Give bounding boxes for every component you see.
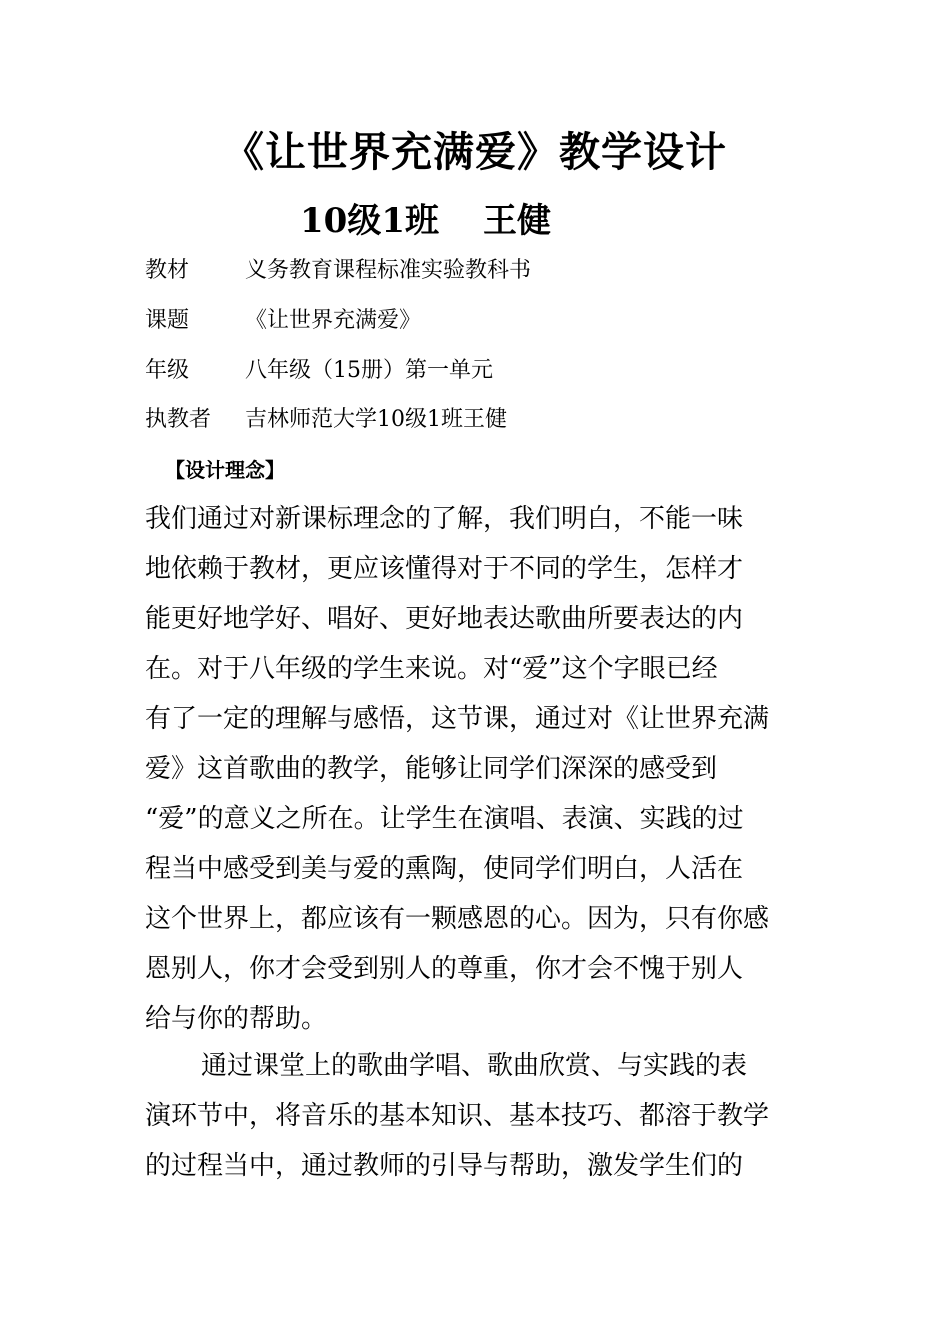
- meta-value: 义务教育课程标准实验教科书: [245, 258, 532, 283]
- meta-label: 课题: [145, 308, 190, 333]
- meta-row-textbook: [145, 251, 531, 291]
- paragraph-line: 通过课堂上的歌曲学唱、歌曲欣赏、与实践的表: [201, 1051, 748, 1081]
- meta-value: 八年级（15册）第一单元: [245, 358, 493, 383]
- meta-label: 教材: [145, 258, 190, 283]
- paragraph-line: 爱》这首歌曲的教学，能够让同学们深深的感受到: [145, 754, 718, 784]
- meta-label: 执教者: [145, 407, 212, 432]
- author-name: 王健: [482, 201, 551, 241]
- paragraph-line: 程当中感受到美与爱的熏陶，使同学们明白，人活在: [145, 854, 744, 884]
- meta-row-grade: [145, 351, 493, 391]
- meta-row-topic: [145, 301, 421, 341]
- paragraph-line: 在。对于八年级的学生来说。对“爱”这个字眼已经: [145, 654, 718, 684]
- paragraph-line: 给与你的帮助。: [145, 1004, 328, 1034]
- meta-label: 年级: [145, 358, 190, 383]
- paragraph-design-concept: [145, 494, 810, 1044]
- author-line: [300, 196, 551, 246]
- paragraph-line: 演环节中，将音乐的基本知识、基本技巧、都溶于教学: [145, 1101, 770, 1131]
- author-class: 10级1班: [300, 201, 439, 241]
- meta-value: 吉林师范大学10级1班王健: [245, 407, 507, 432]
- paragraph-line: “爱”的意义之所在。让学生在演唱、表演、实践的过: [145, 804, 744, 834]
- paragraph-line: 能更好地学好、唱好、更好地表达歌曲所要表达的内: [145, 604, 744, 634]
- paragraph-line: 恩别人，你才会受到别人的尊重，你才会不愧于别人: [145, 954, 744, 984]
- paragraph-line: 的过程当中，通过教师的引导与帮助，激发学生们的: [145, 1151, 744, 1181]
- document-title: 《让世界充满爱》教学设计: [223, 128, 727, 176]
- meta-value: 《让世界充满爱》: [245, 308, 422, 333]
- paragraph-line: 有了一定的理解与感悟，这节课，通过对《让世界充满: [145, 704, 770, 734]
- paragraph-line: 地依赖于教材，更应该懂得对于不同的学生，怎样才: [145, 554, 744, 584]
- paragraph-line: 我们通过对新课标理念的了解，我们明白，不能一味: [145, 504, 744, 534]
- section-heading: 【设计理念】: [165, 458, 285, 482]
- paragraph-teaching-approach: [145, 1041, 810, 1191]
- paragraph-line: 这个世界上，都应该有一颗感恩的心。因为，只有你感: [145, 904, 770, 934]
- meta-row-teacher: [145, 400, 507, 440]
